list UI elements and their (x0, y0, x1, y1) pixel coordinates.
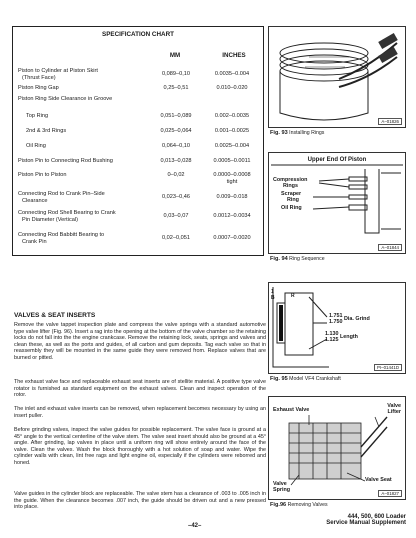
page-number: –42– (188, 523, 202, 529)
spec-row-mm: 0,013–0,028 (160, 158, 192, 164)
figure-crankshaft (268, 282, 406, 374)
spec-row-mm: 0–0,02 (167, 172, 185, 178)
spec-row-label: Oil Ring (26, 143, 46, 149)
paragraph: Remove the valve tappet inspection plate and compress the valve springs with a standard automotive type valve lifter (Fig. 96). Insert a rag into the opening at the bottom of the valve chamber so the retaining locks do not fall into the the engine crankcase. Remove the retaining lock, seats, springs and valves and clean these, as well as the ports and guides, of all carbon and gum deposits. Tag each valve so that in reassembly they will be mounted in the same guide they were removed from. Replace valves that are burned or pitted. (14, 322, 266, 361)
figure-number: Fig. 94 (270, 256, 288, 262)
installing-rings-illustration (269, 27, 405, 127)
label-exhaust-valve: Exhaust Valve (273, 407, 310, 413)
spec-row-mm: 0,023–0,46 (162, 194, 190, 200)
label-valve-lifter: Valve Lifter (387, 403, 401, 415)
figure-code: PI–01441D (374, 364, 402, 371)
spec-row-mm: 0,064–0,10 (162, 143, 190, 149)
spec-row-mm: 0,025–0,064 (160, 128, 192, 134)
figure-number: Fig. 93 (270, 130, 288, 136)
label-scraper: Scraper Ring (281, 191, 302, 203)
label-oil-ring: Oil Ring (281, 205, 302, 211)
figure-ring-sequence (268, 152, 406, 254)
section-heading: VALVES & SEAT INSERTS (14, 312, 96, 319)
piston-title: Upper End Of Piston (307, 157, 367, 163)
figure-caption-text: Model VF4 Crankshaft (289, 376, 341, 382)
figure-caption (270, 376, 341, 382)
figure-caption (270, 130, 324, 136)
spec-row-inches: 0.002–0.0035 (214, 113, 250, 119)
paragraph: Valve guides in the cylinder block are replaceable. The valve stem has a clearance of .003 to .005 inch in the guide. When the clearance becomes .007 inch, the guide should be driven out and a new pressed into place. (14, 491, 266, 510)
spec-row-inches: 0.0007–0.0020 (213, 235, 251, 241)
mark-r: R (291, 293, 295, 299)
figure-caption (270, 502, 328, 508)
manual-title: 444, 500, 600 Loader Service Manual Supplement (326, 514, 406, 526)
spec-row-label: Piston Pin to Connecting Rod Bushing (18, 158, 113, 164)
paragraph: The inlet and exhaust valve inserts can be removed, when replacement becomes necessary by using an insert puller. (14, 406, 266, 419)
figure-removing-valves (268, 396, 406, 500)
label-compression: Compression Rings (273, 177, 308, 189)
spec-row-label: Piston to Cylinder at Piston Skirt (Thrust Face) (18, 68, 98, 81)
spec-row-mm: 0,02–0,051 (162, 235, 190, 241)
label-valve-spring: Valve Spring (273, 481, 291, 493)
spec-row-inches: 0.0000–0.0008 tight (213, 172, 251, 185)
label-valve-seat: Valve Seat (365, 477, 392, 483)
figure-caption-text: Removing Valves (287, 502, 328, 508)
figure-code: A–01844 (378, 244, 402, 251)
spec-row-inches: 0.009–0.018 (216, 194, 248, 200)
spec-row-mm: 0,25–0,51 (163, 85, 189, 91)
spec-row-label: Connecting Rod to Crank Pin–Side Clearance (18, 191, 105, 204)
ring-sequence-illustration (269, 153, 405, 253)
spec-row-mm: 0,03–0,07 (163, 213, 189, 219)
spec-row-mm: 0,089–0,10 (162, 71, 190, 77)
figure-code: A–01826 (378, 118, 402, 125)
mark-b: 1 B (271, 289, 275, 301)
spec-row-inches: 0.001–0.0025 (214, 128, 250, 134)
spec-row-mm: 0,051–0,089 (160, 113, 192, 119)
spec-row-label: Connecting Rod Shell Bearing to Crank Pin Diameter (Vertical) (18, 210, 116, 223)
spec-row-inches: 0.0005–0.0011 (213, 158, 251, 164)
spec-row-label: Piston Ring Gap (18, 85, 59, 91)
figure-caption-text: Installing Rings (289, 130, 325, 136)
spec-chart-title: SPECIFICATION CHART (102, 31, 174, 38)
spec-row-label: Piston Pin to Piston (18, 172, 67, 178)
dimension-length: 1.130 1.125 Length (325, 331, 358, 343)
spec-row-label: 2nd & 3rd Rings (26, 128, 67, 134)
figure-caption-text: Ring Sequence (289, 256, 325, 262)
crankshaft-illustration (269, 283, 405, 373)
col-header-mm: MM (169, 52, 181, 59)
figure-code: A–01827 (378, 490, 402, 497)
figure-caption (270, 256, 325, 262)
spec-row-inches: 0.0012–0.0034 (213, 213, 251, 219)
spec-row-inches: 0.0025–0.004 (214, 143, 250, 149)
figure-installing-rings (268, 26, 406, 128)
spec-row-label: Top Ring (26, 113, 49, 119)
spec-row-inches: 0.0035–0.004 (214, 71, 250, 77)
figure-number: Fig. 95 (270, 376, 288, 382)
spec-row-inches: 0.010–0.020 (216, 85, 248, 91)
figure-number: Fig.96 (270, 502, 287, 508)
col-header-inches: INCHES (222, 52, 246, 59)
paragraph: Before grinding valves, inspect the valve guides for possible replacement. The valve face is ground at a 45° angle to the vertical centerline of the valve stem. The valve seat insert should also be ground at a 45° angle. After grinding, lap valves in place until a uniform ring will show entirely around the face of the valve. Clean the valves. Wash the block thoroughly with a hot solution of soap and water. Wipe the cylinder walls with clean, lint free rags and light engine oil, especially if the cylinders were reborred and honed. (14, 427, 266, 466)
spec-row-label: Connecting Rod Babbitt Bearing to Crank Pin (18, 232, 105, 245)
spec-row-label: Piston Ring Side Clearance in Groove (18, 96, 113, 102)
paragraph: The exhaust valve face and replaceable exhaust seat inserts are of stellite material. A positive type valve rotator is furnished as standard equipment on the exhaust valves. Clean and inspect operation of the rotor. (14, 379, 266, 398)
dimension-diameter: 1.751 1.750 Dia. Grind (329, 313, 370, 325)
